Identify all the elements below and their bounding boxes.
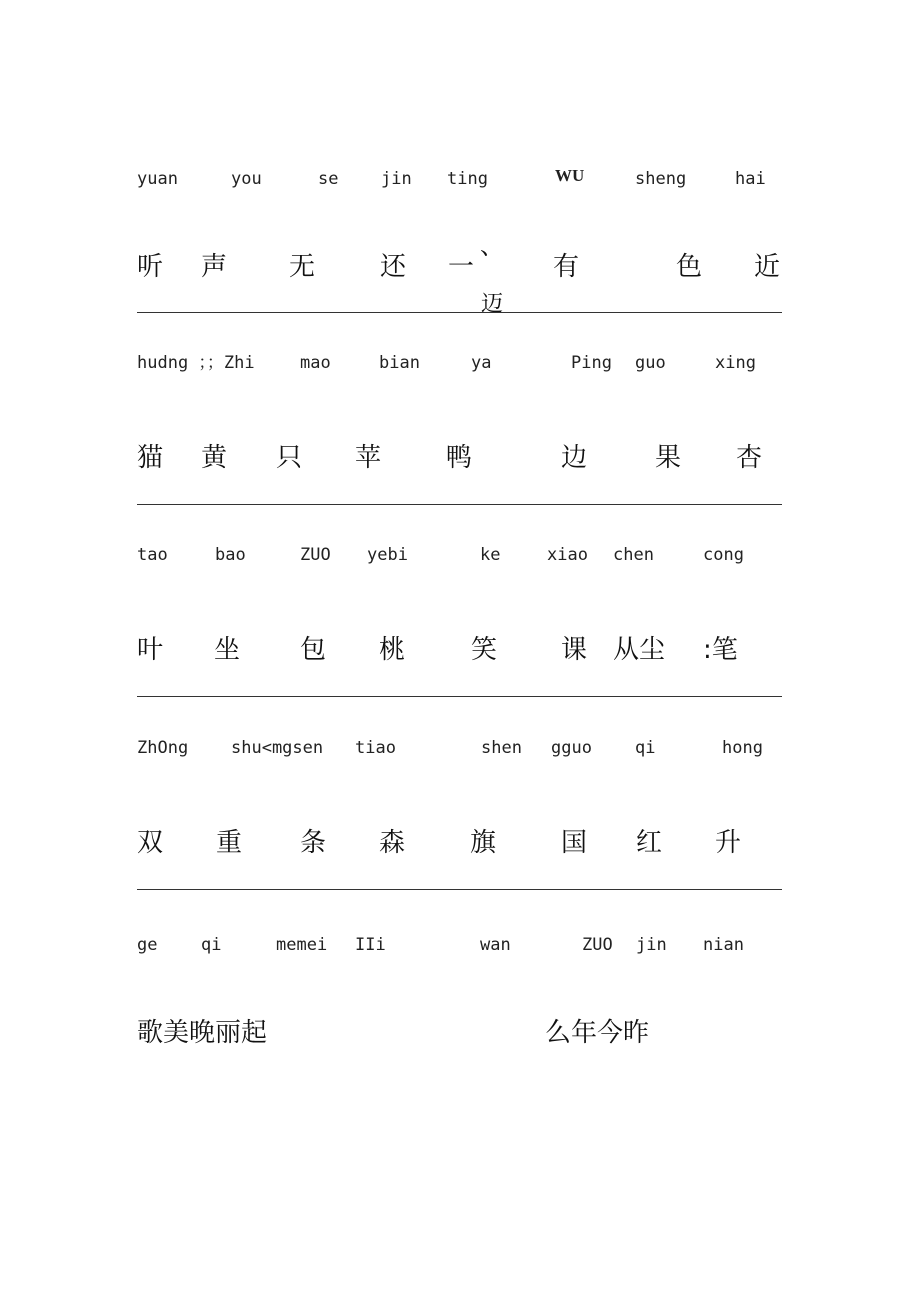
hanzi-char: 杏 <box>736 443 763 473</box>
pinyin-word: qi <box>201 935 222 955</box>
pinyin-word: jin <box>381 169 412 189</box>
pinyin-word: hai <box>735 169 766 189</box>
pinyin-word: se <box>318 169 339 189</box>
hanzi-char: 边 <box>561 443 588 473</box>
hanzi-group: 歌美晚丽起 <box>137 1018 268 1048</box>
pinyin-word: shen <box>481 738 522 758</box>
pinyin-word: ke <box>480 545 501 565</box>
hanzi-char: 苹 <box>355 443 382 473</box>
pinyin-word: yebi <box>367 545 408 565</box>
hanzi-char: 旗 <box>470 828 497 858</box>
hanzi-char: 听 <box>137 252 164 282</box>
pinyin-word: xiao <box>547 545 588 565</box>
hanzi-char: 还 <box>380 252 407 282</box>
pinyin-word: ZhOng <box>137 738 189 758</box>
pinyin-word: IIi <box>355 935 386 955</box>
pinyin-word: wan <box>480 935 511 955</box>
hanzi-char: 近 <box>754 252 781 282</box>
hanzi-char: 迈 <box>481 292 504 317</box>
punctuation-mark: 、 <box>480 232 504 260</box>
hanzi-char: 一 <box>448 252 475 282</box>
hanzi-char: 升 <box>715 828 742 858</box>
hanzi-char: 鸭 <box>446 443 473 473</box>
pinyin-word: chen <box>613 545 654 565</box>
hanzi-char: 双 <box>137 828 164 858</box>
pinyin-word: bao <box>215 545 246 565</box>
hanzi-char: 叶 <box>137 635 164 665</box>
pinyin-word: yuan <box>137 169 178 189</box>
pinyin-word: bian <box>379 353 420 373</box>
writing-line <box>137 312 782 313</box>
pinyin-word: tao <box>137 545 168 565</box>
hanzi-char: :笔 <box>703 635 738 665</box>
pinyin-word: WU <box>555 166 585 185</box>
pinyin-word: gguo <box>551 738 592 758</box>
pinyin-word: nian <box>703 935 744 955</box>
writing-line <box>137 504 782 505</box>
hanzi-char: 森 <box>379 828 406 858</box>
pinyin-word: you <box>231 169 262 189</box>
pinyin-word: ge <box>137 935 158 955</box>
hanzi-char: 桃 <box>379 635 406 665</box>
pinyin-word: ZUO <box>582 935 613 955</box>
pinyin-word: guo <box>635 353 666 373</box>
hanzi-char: 声 <box>201 252 228 282</box>
pinyin-word: mao <box>300 353 331 373</box>
hanzi-char: 包 <box>300 635 327 665</box>
pinyin-word: ya <box>471 353 492 373</box>
hanzi-char: 猫 <box>137 443 164 473</box>
hanzi-char: 坐 <box>214 635 241 665</box>
pinyin-word: jin <box>636 935 667 955</box>
hanzi-char: 黄 <box>201 443 228 473</box>
pinyin-word: shu<mgsen <box>231 738 324 758</box>
hanzi-char: 从尘 <box>613 635 666 665</box>
hanzi-char: 红 <box>636 828 663 858</box>
hanzi-char: 色 <box>676 252 703 282</box>
hanzi-char: 有 <box>553 252 580 282</box>
pinyin-word: hong <box>722 738 763 758</box>
pinyin-word: Ping <box>571 353 612 373</box>
pinyin-word: ting <box>447 169 488 189</box>
pinyin-word: memei <box>276 935 328 955</box>
pinyin-word: xing <box>715 353 756 373</box>
pinyin-word: qi <box>635 738 656 758</box>
pinyin-word: sheng <box>635 169 687 189</box>
hanzi-char: 无 <box>289 252 316 282</box>
hanzi-char: 果 <box>655 443 682 473</box>
hanzi-char: 只 <box>276 443 303 473</box>
hanzi-char: 课 <box>561 635 588 665</box>
pinyin-word: ZUO <box>300 545 331 565</box>
hanzi-char: 笑 <box>471 635 498 665</box>
pinyin-word: cong <box>703 545 744 565</box>
hanzi-char: 国 <box>561 828 588 858</box>
hanzi-char: 重 <box>216 828 243 858</box>
writing-line <box>137 889 782 890</box>
writing-line <box>137 696 782 697</box>
pinyin-word: tiao <box>355 738 396 758</box>
hanzi-group: 么年今昨 <box>545 1018 650 1048</box>
hanzi-char: 条 <box>300 828 327 858</box>
pinyin-word: hudng ；；Zhi <box>137 353 255 373</box>
